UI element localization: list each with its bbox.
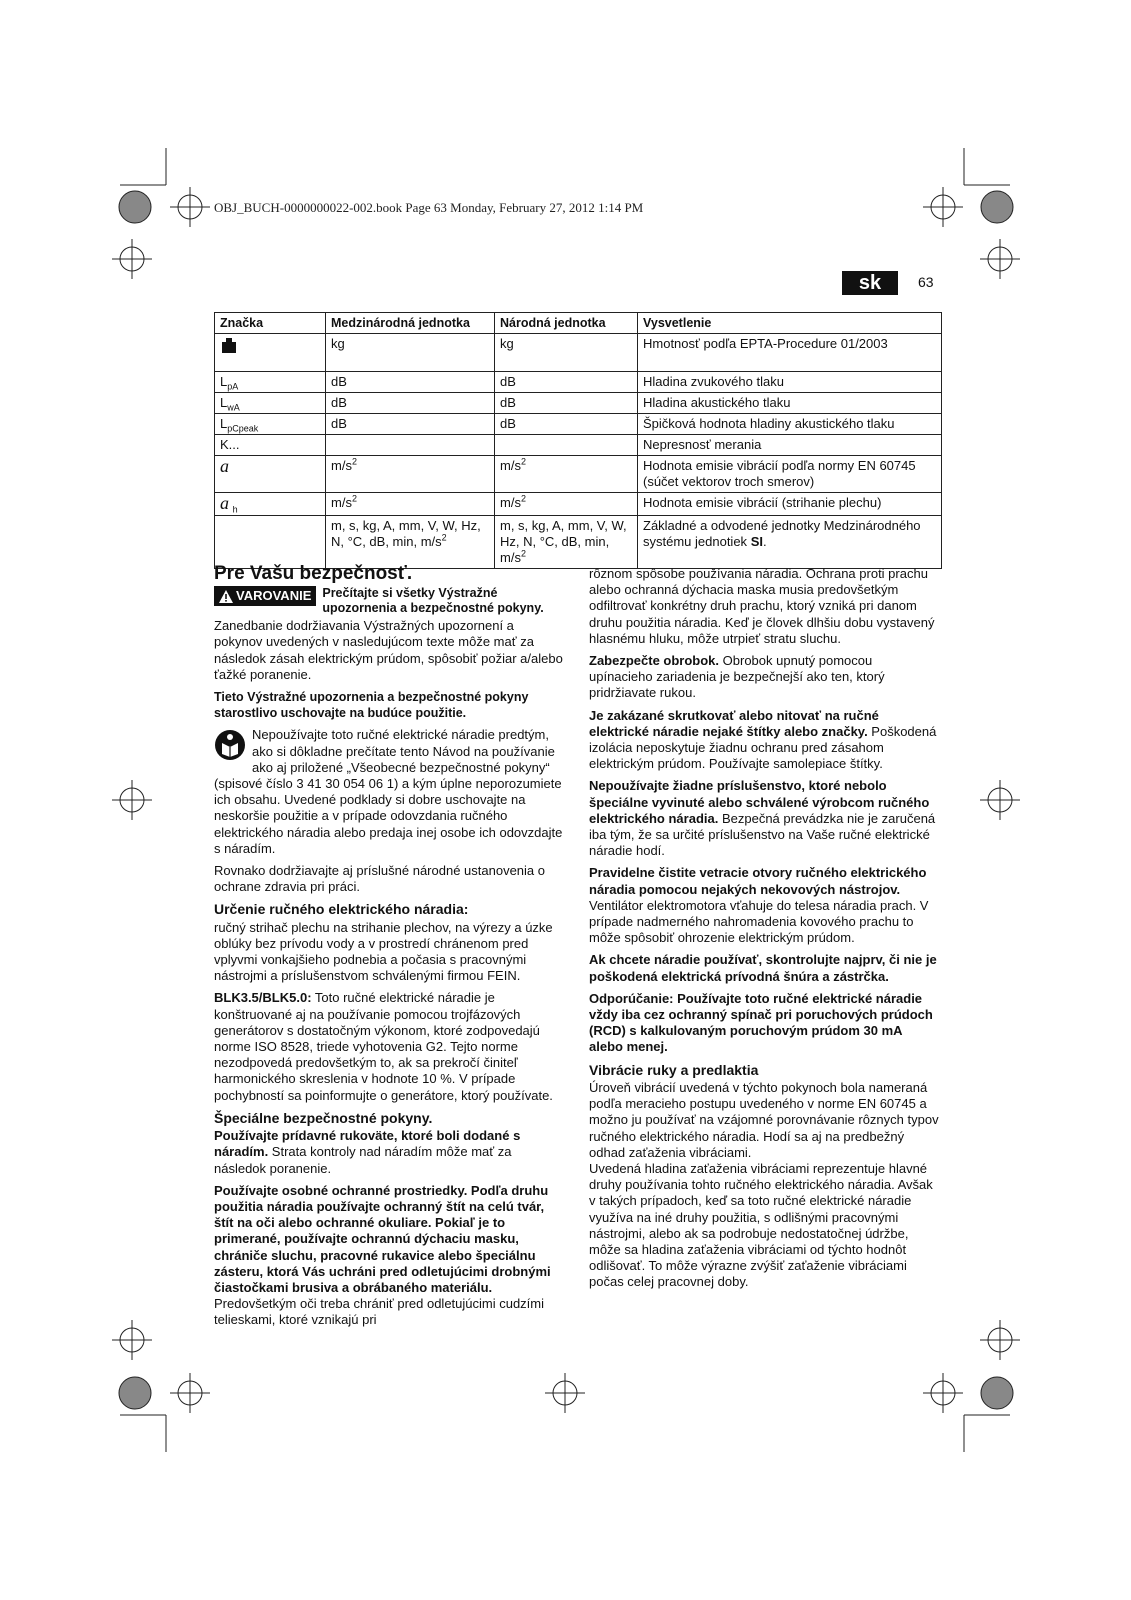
paragraph-bold: Tieto Výstražné upozornenia a bezpečnostné pokyny starostlivo uschovajte na budúce použitie. (214, 690, 529, 721)
table-cell: Hladina zvukového tlaku (638, 372, 942, 393)
paragraph: BLK3.5/BLK5.0: Toto ručné elektrické náradie je konštruované aj na používanie pomocou trojfázových generátorov s dostatočným výkonom, ktoré zodpovedajú norme ISO 8528, triede vyhotovenia G2. Tejto norme nezodpovedá predovšetkým to, ak sa prekročí činiteľ harmonického skreslenia v hodnote 10 %. V prípade pochybností sa poinformujte o generátore, ktorý používate. (214, 990, 553, 1103)
paragraph: ručný strihač plechu na strihanie plechov, na výrezy a úzke oblúky bez prívodu vody a v prostredí chránenom pred vplyvmi vonkajšieho podnebia a počasia s pracovnými nástrojmi a príslušenstvom schválenými firmou FEIN. (214, 919, 553, 984)
read-manual-block (214, 727, 564, 857)
table-row (215, 393, 942, 414)
table-cell (326, 435, 495, 456)
paragraph: Používajte prídavné rukoväte, ktoré boli dodané s náradím. Strata kontroly nad náradím môže mať za následok poranenie. (214, 1128, 521, 1176)
paragraph: Zanedbanie dodržiavania Výstražných upozornení a pokynov uvedených v nasledujúcom texte môže mať za následok zásah elektrickým prúdom, spôsobiť požiar a/alebo ťažké poranenie. (214, 618, 563, 682)
paragraph: Pravidelne čistite vetracie otvory ručného elektrického náradia pomocou nejakých nekovových nástrojov. Ventilátor elektromotora vťahuje do telesa náradia prach. V prípade nadmerného nahromadenia kovového prachu to môže spôsobiť ohrozenie elektrickým prúdom. (589, 865, 929, 946)
table-row (215, 516, 942, 569)
table-row (215, 414, 942, 435)
symbol-cell: a (215, 456, 326, 493)
paragraph: Nepoužívajte žiadne príslušenstvo, ktoré nebolo špeciálne vyvinuté alebo schválené výrobcom ručného elektrického náradia. Bezpečná prevádzka nie je zaručená iba tým, že sa určité príslušenstvo na Vaše ručné elektrické náradie hodí. (589, 778, 936, 859)
table-cell: dB (326, 393, 495, 414)
table-cell: Hodnota emisie vibrácií podľa normy EN 60745 (súčet vektorov troch smerov) (638, 456, 942, 493)
table-cell (495, 435, 638, 456)
table-row (215, 435, 942, 456)
page-number: 63 (918, 274, 934, 290)
paragraph: Je zakázané skrutkovať alebo nitovať na ručné elektrické náradie nejaké štítky alebo značky. Poškodená izolácia neposkytuje žiadnu ochranu pred zásahom elektrickým prúdom. Používajte samolepiace štítky. (589, 707, 937, 772)
symbol-cell: $L_{pCpeak}$ (215, 414, 326, 435)
paragraph-bold: Ak chcete náradie používať, skontrolujte najprv, či nie je poškodená elektrická prívodná šnúra a zástrčka. (589, 952, 937, 984)
subsection-title: Určenie ručného elektrického náradia: (214, 901, 469, 918)
table-row (215, 456, 942, 493)
right-column (589, 566, 939, 1297)
read-manual-icon (214, 729, 246, 761)
table-cell: Hodnota emisie vibrácií (strihanie plechu) (638, 493, 942, 516)
paragraph-bold: Odporúčanie: Používajte toto ručné elektrické náradie vždy iba cez ochranný spínač pri poruchových prúdoch (RCD) s kalkulovaným poruchovým prúdom 30 mA alebo menej. (589, 990, 933, 1055)
table-cell: $m/s^2$ (495, 493, 638, 516)
warning-triangle-icon (219, 590, 233, 603)
table-cell: m, s, kg, A, mm, V, W, Hz, N, °C, dB, min, $m/s^2$ (495, 516, 638, 569)
table-header-cell: Národná jednotka (495, 313, 638, 334)
table-cell: $m/s^2$ (495, 456, 638, 493)
subsection-title: Vibrácie ruky a predlaktia (589, 1061, 759, 1078)
symbol-cell: a $_h$ (215, 493, 326, 516)
table-cell: $m/s^2$ (326, 456, 495, 493)
table-header-cell: Medzinárodná jednotka (326, 313, 495, 334)
paragraph: Uvedená hladina zaťaženia vibráciami reprezentuje hlavné druhy používania tohto ručného elektrického náradia. Avšak v takých prípadoch, keď sa toto ručné elektrické náradie využíva na iné druhy použitia, s odlišnými pracovnými nástrojmi, alebo ak sa podrobuje nedostatočnej údržbe, môže sa hladina zaťaženia vibráciami od týchto hodnôt odlišovať. To môže výrazne zvýšiť zaťaženie vibráciami počas celej pracovnej doby. (589, 1160, 933, 1290)
symbol-cell (215, 334, 326, 372)
table-cell: dB (326, 372, 495, 393)
table-cell: m, s, kg, A, mm, V, W, Hz, N, °C, dB, min, $m/s^2$ (326, 516, 495, 569)
language-badge: sk (842, 271, 898, 295)
symbol-cell: $L_{pA}$ (215, 372, 326, 393)
table-header-row (215, 313, 942, 334)
paragraph: Úroveň vibrácií uvedená v týchto pokynoch bola nameraná podľa meracieho postupu uvedeného v norme EN 60745 a možno ju používať na vzájomné porovnávanie rôznych typov ručného elektrického náradia. Hodí sa aj na predbežný odhad zaťaženia vibráciami. (589, 1079, 939, 1160)
units-table (214, 312, 942, 569)
table-header-cell: Vysvetlenie (638, 313, 942, 334)
table-cell: kg (495, 334, 638, 372)
weight-icon (220, 336, 238, 354)
table-row (215, 493, 942, 516)
left-column (214, 563, 564, 1335)
table-cell: dB (495, 414, 638, 435)
table-cell: Špičková hodnota hladiny akustického tlaku (638, 414, 942, 435)
warning-text: Prečítajte si všetky Výstražné upozornenia a bezpečnostné pokyny. (322, 586, 544, 616)
warning-badge: VAROVANIE (214, 586, 316, 606)
symbol-cell (215, 516, 326, 569)
table-cell: Základné a odvodené jednotky Medzinárodného systému jednotiek SI. (638, 516, 942, 569)
table-cell: Hladina akustického tlaku (638, 393, 942, 414)
subsection-title: Špeciálne bezpečnostné pokyny. (214, 1109, 433, 1126)
paragraph: Zabezpečte obrobok. Obrobok upnutý pomocou upínacieho zariadenia je bezpečnejší ako ten, ktorý pridržiavate rukou. (589, 653, 885, 701)
paragraph: rôznom spôsobe používania náradia. Ochrana proti prachu alebo ochranná dýchacia maska musia predovšetkým odfiltrovať konkrétny druh prachu, ktorý vzniká pri danom druhu použitia náradia. Keď je človek dlhšiu dobu vystavený hlasnému hluku, môže utrpieť stratu sluchu. (589, 566, 935, 646)
book-header-line: OBJ_BUCH-0000000022-002.book Page 63 Monday, February 27, 2012 1:14 PM (214, 200, 644, 215)
table-cell: dB (495, 393, 638, 414)
table-cell: kg (326, 334, 495, 372)
table-header-cell: Značka (215, 313, 326, 334)
table-cell: Hmotnosť podľa EPTA-Procedure 01/2003 (638, 334, 942, 372)
symbol-cell: K... (215, 435, 326, 456)
table-cell: $m/s^2$ (326, 493, 495, 516)
table-cell: Nepresnosť merania (638, 435, 942, 456)
table-row (215, 372, 942, 393)
table-row (215, 334, 942, 372)
paragraph: Rovnako dodržiavajte aj príslušné národné ustanovenia o ochrane zdravia pri práci. (214, 863, 545, 895)
table-cell: dB (326, 414, 495, 435)
table-cell: dB (495, 372, 638, 393)
paragraph: Používajte osobné ochranné prostriedky. Podľa druhu použitia náradia používajte ochranný štít na celú tvár, štít na oči alebo ochranné okuliare. Pokiaľ je to primerané, používajte ochrannú dýchaciu masku, chrániče sluchu, pracovné rukavice alebo špeciálnu zásteru, ktorá Vás uchráni pred odletujúcimi drobnými čiastočkami brusiva a obrábaného materiálu. Predovšetkým oči treba chrániť pred odletujúcimi cudzími telieskami, ktoré vznikajú pri (214, 1182, 551, 1328)
warning-block (214, 586, 564, 616)
section-title-safety: Pre Vašu bezpečnosť. (214, 563, 413, 584)
paragraph: Nepoužívajte toto ručné elektrické náradie predtým, ako si dôkladne prečítate tento Návod na používanie ako aj priložené „Všeobecné bezpečnostné pokyny“ (spisové číslo 3 41 30 054 06 1) a kým úplne neporozumiete ich obsahu. Uvedené podklady si dobre uschovajte na neskoršie použitie a v prípade odovzdania ručného elektrického náradia alebo predaja inej osobe ich odovzdajte s náradím. (214, 727, 563, 856)
symbol-cell: $L_{wA}$ (215, 393, 326, 414)
